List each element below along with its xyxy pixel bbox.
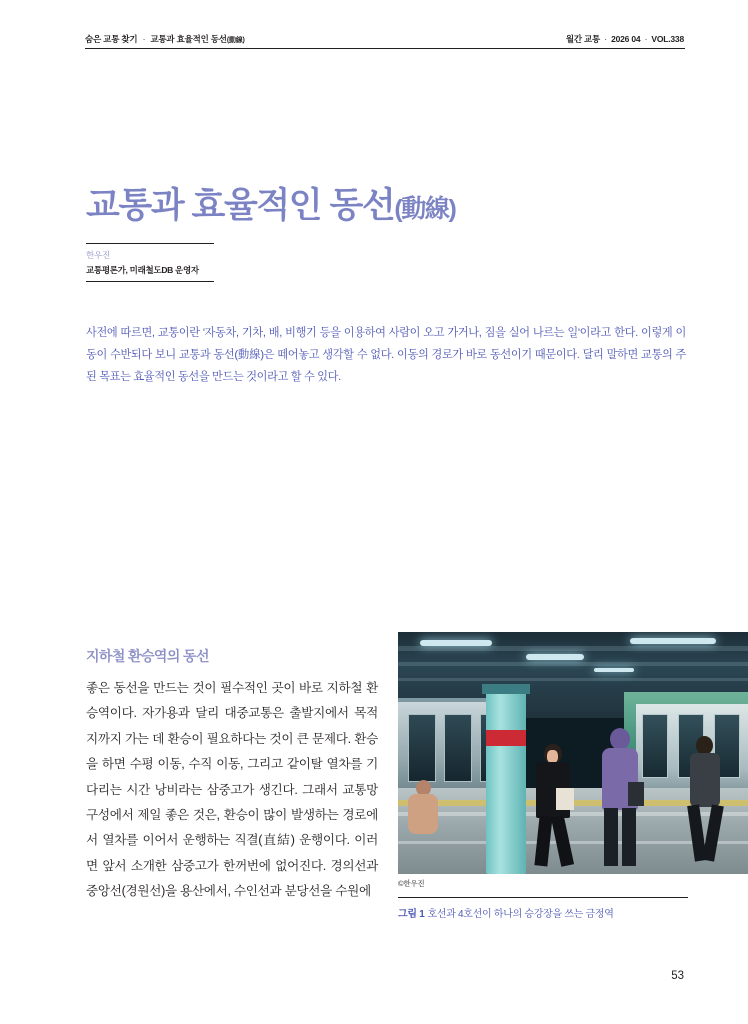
header-divider (85, 48, 685, 49)
passenger-body (408, 794, 438, 834)
byline (86, 243, 214, 282)
train-door (444, 714, 472, 782)
train-door (408, 714, 436, 782)
figure-credit: ©한우진 (398, 879, 425, 888)
passenger-leg (604, 808, 618, 866)
byline-divider-bottom (86, 281, 214, 282)
issue-volume: VOL.338 (651, 34, 684, 44)
figure-image (398, 632, 748, 874)
walking-passenger-right (682, 736, 728, 862)
breadcrumb-sub-hanja: (動線) (226, 37, 245, 44)
platform-pillar (486, 684, 526, 874)
hooded-passenger (594, 728, 646, 866)
ceiling-beam (398, 678, 748, 681)
ceiling-light (594, 668, 634, 672)
page-title (86, 178, 455, 228)
section-heading: 지하철 환승역의 동선 (86, 647, 209, 664)
ceiling-light (630, 638, 716, 644)
running-head (85, 33, 684, 45)
ceiling-light (420, 640, 492, 646)
article-title-main: 교통과 효율적인 동선 (86, 186, 395, 226)
issue-date: 2026 04 (611, 34, 641, 44)
author-role: 교통평론가, 미래철도DB 운영자 (86, 265, 199, 275)
body-paragraph: 좋은 동선을 만드는 것이 필수적인 곳이 바로 지하철 환승역이다. 자가용과 달리 대중교통은 출발지에서 목적지까지 가는 데 환승이 필요하다는 것이 큰 문제다. 환승을 하면 수평 이동, 수직 이동, 그리고 같이탈 열차를 기다리는 시간 낭비라는 삼중고가 생긴다. 그래서 교통망 구성에서 제일 좋은 것은, 환승이 많이 발생하는 경로에서 열차를 이어서 운행하는 직결(直結) 운행이다. 이러면 앞서 소개한 삼중고가 한꺼번에 없어진다. 경의선과 중앙선(경원선)을 용산에서, 수인선과 분당선을 수원에 (86, 681, 378, 899)
passenger-leg (702, 804, 724, 861)
page-number: 53 (671, 970, 684, 982)
passenger-leg (534, 815, 552, 866)
figure-number: 그림 1 (398, 909, 425, 920)
breadcrumb-sub (150, 34, 244, 44)
passenger-head (610, 728, 630, 750)
ceiling-beam (398, 662, 748, 666)
author-name: 한우진 (86, 250, 111, 260)
body-column (86, 676, 378, 905)
article-title-hanja: (動線) (394, 195, 456, 224)
pillar-red-band (486, 730, 526, 746)
byline-divider-top (86, 243, 214, 244)
figure-caption (398, 905, 748, 920)
breadcrumb-main: 숨은 교통 찾기 (85, 34, 138, 44)
figure (398, 632, 748, 920)
passenger-bag (556, 788, 574, 810)
passenger-bag (628, 782, 644, 806)
passenger-leg (551, 815, 574, 867)
subway-platform-illustration (398, 632, 748, 874)
figure-divider (398, 897, 688, 898)
breadcrumb-sub-text: 교통과 효율적인 동선 (150, 34, 227, 44)
ceiling-beam (398, 646, 748, 651)
ceiling-light (526, 654, 584, 660)
issue-dot-1: · (604, 34, 607, 44)
pillar-cap (482, 684, 530, 694)
lead-paragraph: 사전에 따르면, 교통이란 '자동차, 기차, 배, 비행기 등을 이용하여 사람이 오고 가거나, 짐을 실어 나르는 일'이라고 한다. 이렇게 이동이 수반되다 보니 교통과 동선(動線)은 떼어놓고 생각할 수 없다. 이동의 경로가 바로 동선이기 때문이다. 달리 말하면 교통의 주된 목표는 효율적인 동선을 만드는 것이라고 할 수 있다. (86, 327, 686, 383)
figure-caption-text: 호선과 4호선이 하나의 승강장을 쓰는 금정역 (427, 909, 614, 920)
breadcrumb (85, 33, 245, 45)
issue-info (566, 33, 684, 45)
journal-name: 월간 교통 (565, 34, 601, 44)
breadcrumb-separator: · (142, 34, 146, 44)
passenger-leg (622, 808, 636, 866)
passenger-body (690, 753, 720, 807)
issue-dot-2: · (644, 34, 648, 44)
seated-passenger (404, 780, 444, 842)
walking-passenger-center (526, 744, 582, 866)
